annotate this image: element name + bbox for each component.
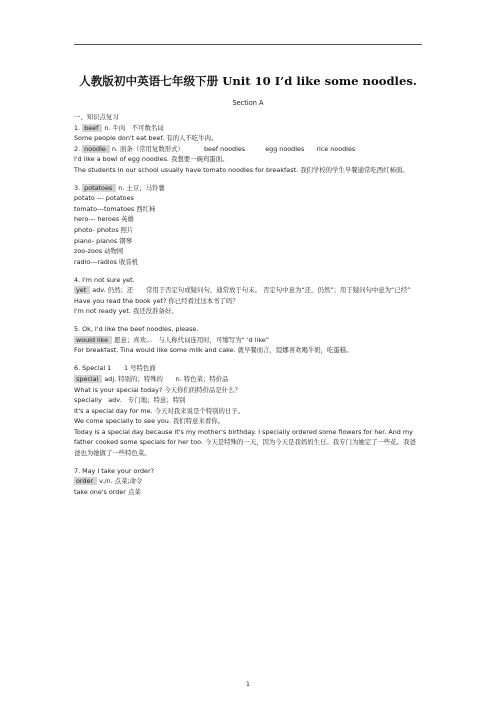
example-sentence: Some people don't eat beef. 有的人不吃牛肉。 (74, 134, 218, 143)
vocab-word: potatoes (82, 184, 116, 192)
definition: n. 牛肉 不可数名词 (104, 123, 164, 132)
definition: adv. 仍然；还 常用于否定句或疑问句，通常放于句末。 否定句中意为“还，仍然”；用于疑问句中意为“已经” (92, 286, 411, 295)
vocab-word: noodle (82, 145, 110, 153)
example-sentence: Have you read the book yet? 你已经看过这本书了吗？ (74, 296, 239, 305)
document-title: 人教版初中英语七年级下册 Unit 10 I’d like some noodles. (79, 74, 417, 88)
example-sentence: take one's order 点菜 (74, 488, 141, 496)
header-rule (74, 44, 422, 45)
vocab-word: order (74, 477, 97, 485)
plural-example: hero--- heroes 英雄 (74, 215, 134, 224)
item-4-definition (74, 285, 422, 296)
item-number: 2. (74, 144, 81, 153)
vocab-word: would like (74, 336, 112, 344)
plural-example: piano- pianos 钢琴 (74, 236, 133, 245)
list-heading: 一、知识点复习 (74, 113, 119, 121)
plural-example: photo- photos 照片 (74, 225, 134, 234)
definition: n. 面条（常用复数形式） (111, 144, 184, 153)
collocation: egg noodles (265, 144, 305, 153)
item-7-definition (74, 476, 422, 487)
item-number: 1. (74, 123, 81, 132)
vocab-word: yet (74, 286, 90, 294)
example-sentence: I'm not ready yet. 我还没准备好。 (74, 307, 178, 316)
item-6-definition (74, 374, 422, 385)
example-sentence: For breakfast, Tina would like some milk and cake. 就早餐而言，缇娜喜欢喝牛奶，吃蛋糕。 (74, 346, 353, 355)
item-2-line (74, 144, 422, 155)
vocab-word: special (74, 375, 102, 383)
example-sentence: I'd like a bowl of egg noodles. 我想要一碗鸡蛋面。 (74, 155, 229, 164)
example-sentence: What is your special today? 今天你们的特价品是什么？ (74, 385, 241, 394)
item-4-heading: 4. I'm not sure yet. (74, 275, 135, 284)
definition: adj. 特别的；特殊的 n. 特色菜；特价品 (104, 375, 229, 384)
plural-example: radio---radios 收音机 (74, 257, 139, 266)
collocation: rice noodles (316, 144, 356, 153)
item-3-line (74, 183, 422, 194)
plural-example: potato --- potatoes (74, 194, 134, 203)
definition: 愿意；喜欢... 与人称代词连用时，可缩写为“ 'd like” (114, 335, 270, 344)
item-6-heading: 6. Special 1 1 号特色面 (74, 364, 156, 373)
example-sentence: specially adv. 专门地；特意；特别 (74, 396, 186, 405)
item-5-heading: 5. Ok, I'd like the beef noodles, please. (74, 325, 199, 334)
section-title: Section A (232, 99, 264, 107)
definition: n. 土豆；马铃薯 (118, 183, 165, 192)
definition: v./n. 点菜;命令 (99, 477, 143, 486)
page-number: 1 (245, 680, 251, 688)
item-7-heading: 7. May I take your order? (74, 466, 154, 475)
item-1-line (74, 123, 422, 134)
collocation: beef noodles (203, 144, 246, 153)
example-sentence: We come specially to see you. 我们特意来看你。 (74, 417, 225, 426)
example-sentence: The students in our school usually have tomato noodles for breakfast. 我们学校的学生早餐通常吃西红柿面。 (74, 165, 409, 174)
document-body (74, 112, 422, 498)
plural-example: tomato---tomatoes 西红柿 (74, 204, 156, 213)
item-number: 3. (74, 183, 81, 192)
vocab-word: beef (82, 124, 102, 132)
example-sentence: Today is a special day because it's my mother's birthday. I specially ordered some flowers for her. And my father cooked some specials for her too. 今天是特殊的一天，因为今天是我妈妈生日。我专门为她定了一些花。我爸爸也为她做了一些特色菜。 (74, 427, 416, 457)
item-5-definition (74, 335, 422, 346)
plural-example: zoo-zoos 动物园 (74, 247, 124, 256)
example-sentence: It's a special day for me. 今天对我来说是个特别的日子。 (74, 406, 245, 415)
